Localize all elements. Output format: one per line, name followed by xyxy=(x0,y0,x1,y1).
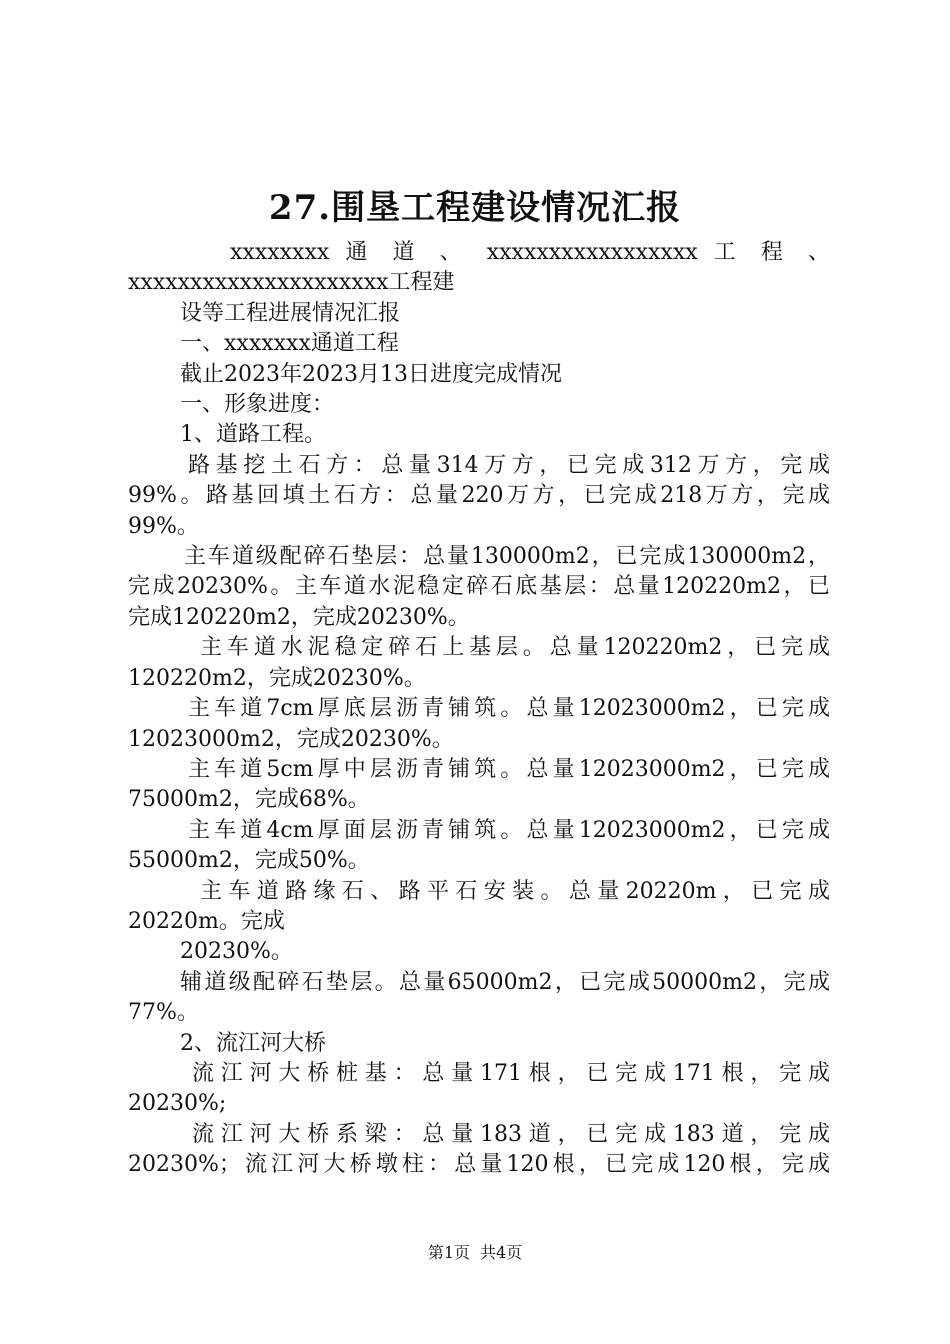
page-total: 共4页 xyxy=(480,1243,523,1262)
body-line: 12023000m2，完成20230%。 xyxy=(128,726,454,752)
document-body xyxy=(128,238,830,1181)
body-line: 主车道4cm厚面层沥青铺筑。总量12023000m2，已完成 xyxy=(188,817,830,843)
body-line: 完成120220m2，完成20230%。 xyxy=(128,604,470,630)
body-line: 主车道5cm厚中层沥青铺筑。总量12023000m2，已完成 xyxy=(188,756,830,782)
body-line: 20230%。 xyxy=(180,939,293,965)
body-line: 主车道7cm厚底层沥青铺筑。总量12023000m2，已完成 xyxy=(188,696,830,722)
section-heading: 一、xxxxxxx通道工程 xyxy=(180,331,399,357)
page-number: 第1页 xyxy=(427,1243,470,1262)
body-line: xxxxxxxx 通 道 、 xxxxxxxxxxxxxxxxx 工 程 、 xyxy=(230,240,830,265)
body-line: 辅道级配碎石垫层。总量65000m2，已完成50000m2，完成 xyxy=(180,969,830,995)
body-line: 路基挖土石方：总量314万方，已完成312万方，完成 xyxy=(188,452,830,478)
body-line: 77%。 xyxy=(128,1000,199,1026)
body-line: 99%。路基回填土石方：总量220万方，已完成218万方，完成 xyxy=(128,483,830,509)
body-line: 流江河大桥桩基：总量171根，已完成171根，完成 xyxy=(192,1060,830,1086)
body-line: 主车道路缘石、路平石安装。总量20220m，已完成 xyxy=(200,878,830,904)
body-line: 设等工程进展情况汇报 xyxy=(180,300,401,326)
document-title: 27.围垦工程建设情况汇报 xyxy=(268,188,682,228)
body-line: 截止2023年2023月13日进度完成情况 xyxy=(180,361,562,387)
body-line: 75000m2，完成68%。 xyxy=(128,787,370,813)
section-heading: 一、形象进度： xyxy=(180,392,335,418)
body-line: 20230%；流江河大桥墩柱：总量120根，已完成120根，完成 xyxy=(128,1152,830,1178)
body-line: 20230%; xyxy=(128,1091,227,1117)
body-line: 流江河大桥系梁：总量183道，已完成183道，完成 xyxy=(192,1121,830,1147)
body-line: 20220m。完成 xyxy=(128,908,285,934)
body-line: 主车道水泥稳定碎石上基层。总量120220m2，已完成 xyxy=(200,635,830,661)
page-footer xyxy=(0,1241,950,1265)
subsection-heading: 1、道路工程。 xyxy=(180,422,326,448)
body-line: 120220m2，完成20230%。 xyxy=(128,665,426,691)
body-line: 55000m2，完成50%。 xyxy=(128,848,370,874)
body-line: xxxxxxxxxxxxxxxxxxxxx工程建 xyxy=(128,270,455,296)
body-line: 主车道级配碎石垫层：总量130000m2，已完成130000m2， xyxy=(184,544,830,570)
body-line: 完成20230%。主车道水泥稳定碎石底基层：总量120220m2，已 xyxy=(128,574,830,600)
subsection-heading: 2、流江河大桥 xyxy=(180,1030,326,1056)
body-line: 99%。 xyxy=(128,513,199,539)
